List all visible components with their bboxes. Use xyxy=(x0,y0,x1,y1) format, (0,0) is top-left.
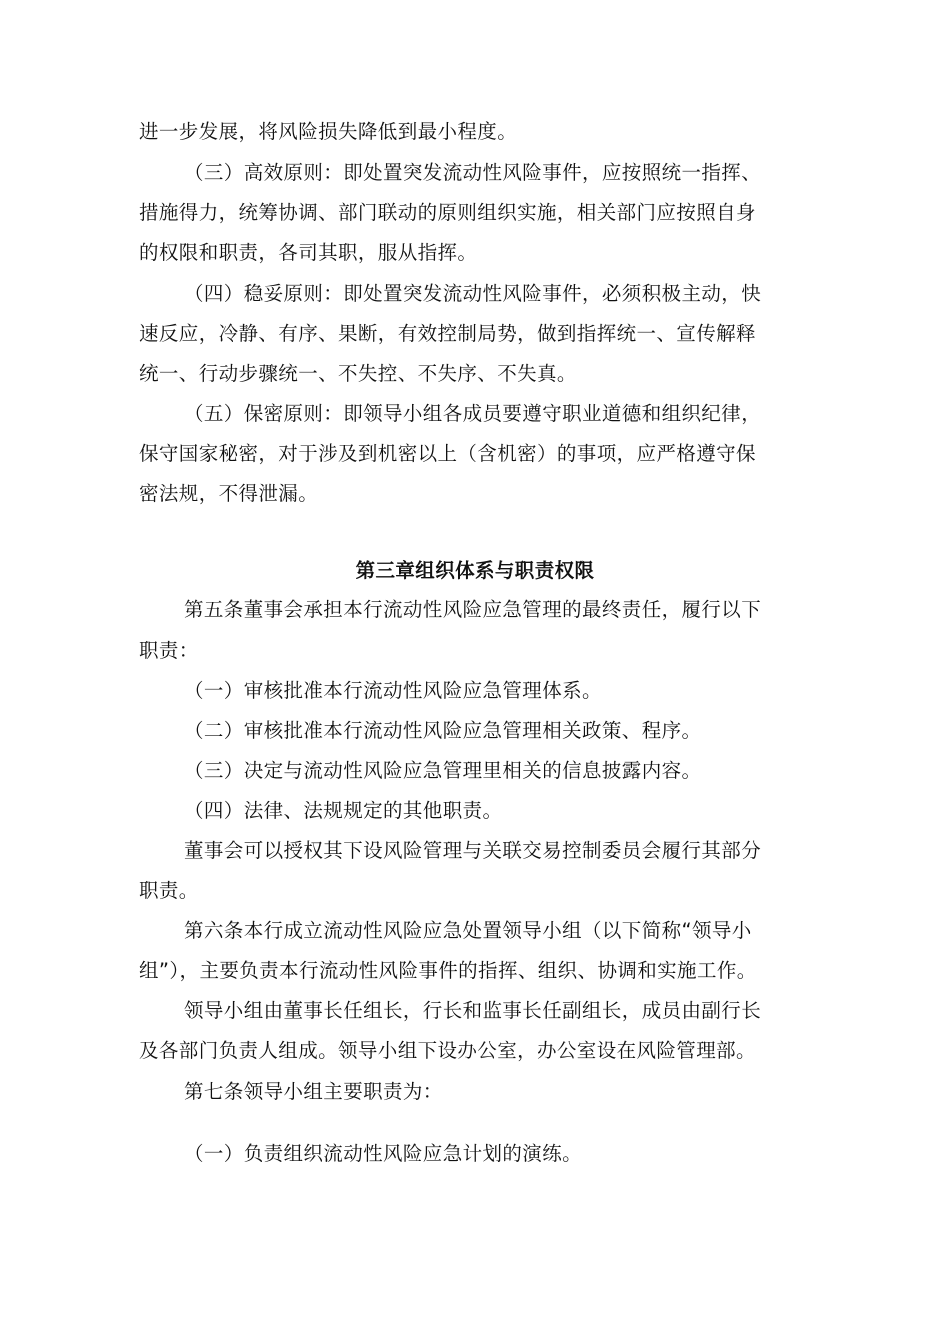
paragraph-line: 第六条本行成立流动性风险应急处置领导小组（以下简称“领导小 xyxy=(184,919,752,942)
paragraph-line: 进一步发展，将风险损失降低到最小程度。 xyxy=(139,120,518,143)
paragraph-line: 领导小组由董事长任组长，行长和监事长任副组长，成员由副行长 xyxy=(184,999,762,1022)
list-item: （三）决定与流动性风险应急管理里相关的信息披露内容。 xyxy=(184,759,702,782)
list-item: （一）负责组织流动性风险应急计划的演练。 xyxy=(184,1142,583,1165)
chapter-heading: 第三章组织体系与职责权限 xyxy=(355,559,595,582)
paragraph-line: 措施得力，统筹协调、部门联动的原则组织实施，相关部门应按照自身 xyxy=(139,201,756,224)
paragraph-line: 组”），主要负责本行流动性风险事件的指挥、组织、协调和实施工作。 xyxy=(139,959,757,982)
paragraph-line: （三）高效原则：即处置突发流动性风险事件，应按照统一指挥、 xyxy=(184,161,762,184)
list-item: （二）审核批准本行流动性风险应急管理相关政策、程序。 xyxy=(184,719,702,742)
paragraph-line: 密法规，不得泄漏。 xyxy=(139,482,319,505)
paragraph-line: 速反应，冷静、有序、果断，有效控制局势，做到指挥统一、宣传解释 xyxy=(139,322,756,345)
paragraph-line: 第五条董事会承担本行流动性风险应急管理的最终责任，履行以下 xyxy=(184,598,762,621)
list-item: （四）法律、法规规定的其他职责。 xyxy=(184,799,503,822)
list-item: （一）审核批准本行流动性风险应急管理体系。 xyxy=(184,679,602,702)
paragraph-line: 及各部门负责人组成。领导小组下设办公室，办公室设在风险管理部。 xyxy=(139,1039,756,1062)
paragraph-line: 的权限和职责，各司其职，服从指挥。 xyxy=(139,241,478,264)
paragraph-line: 职责： xyxy=(139,639,199,662)
paragraph-line: 职责。 xyxy=(139,879,199,902)
paragraph-line: 董事会可以授权其下设风险管理与关联交易控制委员会履行其部分 xyxy=(184,839,762,862)
paragraph-line: 统一、行动步骤统一、不失控、不失序、不失真。 xyxy=(139,362,577,385)
paragraph-line: 第七条领导小组主要职责为： xyxy=(184,1080,443,1103)
paragraph-line: （四）稳妥原则：即处置突发流动性风险事件，必须积极主动，快 xyxy=(184,282,762,305)
paragraph-line: （五）保密原则：即领导小组各成员要遵守职业道德和组织纪律， xyxy=(184,402,762,425)
paragraph-line: 保守国家秘密，对于涉及到机密以上（含机密）的事项，应严格遵守保 xyxy=(139,442,756,465)
